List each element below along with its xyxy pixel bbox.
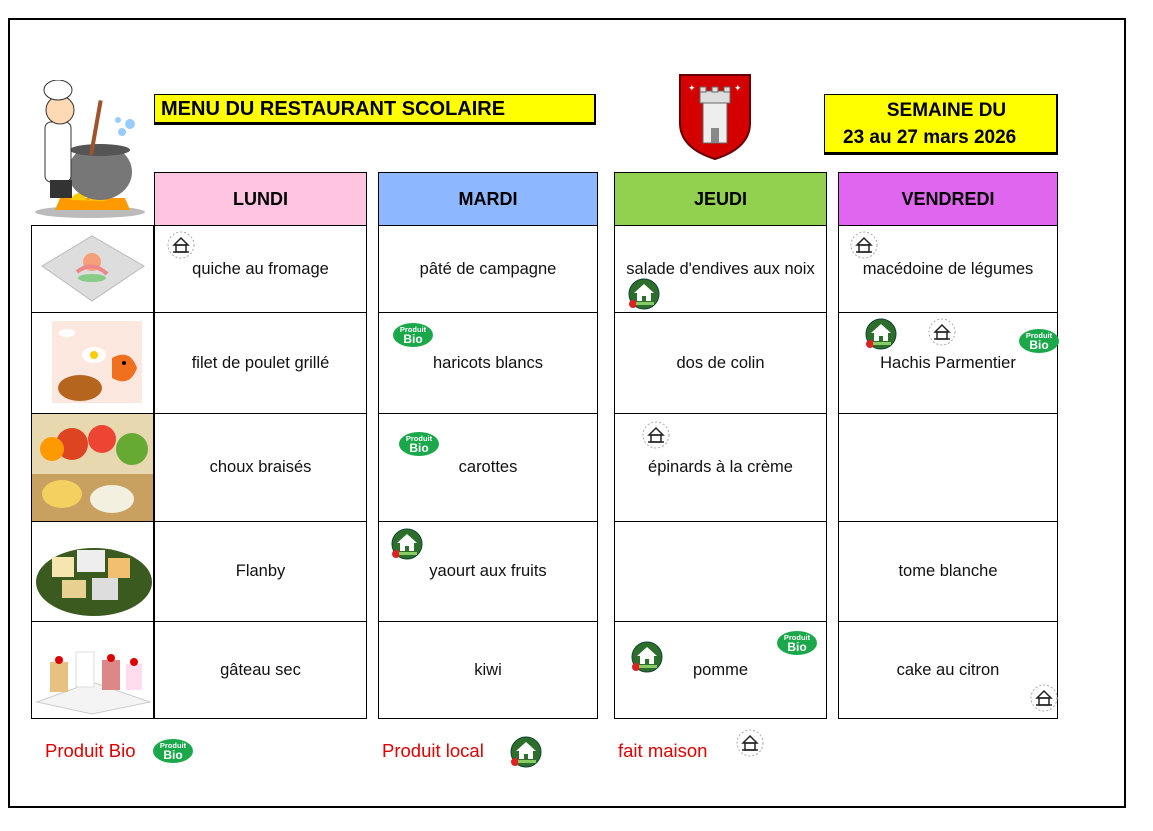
menu-cell-plat-jeudi xyxy=(614,312,827,414)
local-product-icon xyxy=(627,278,661,310)
day-header-jeudi: JEUDI xyxy=(614,172,827,226)
organic-badge-icon xyxy=(1018,328,1060,354)
menu-cell-dessert-mardi xyxy=(378,621,598,719)
svg-text:Produit: Produit xyxy=(159,741,187,750)
main-course-picture xyxy=(31,312,154,414)
dish-name: quiche au fromage xyxy=(192,259,329,278)
menu-cell-entree-mardi xyxy=(378,225,598,313)
cheese-picture xyxy=(31,521,154,622)
town-coat-of-arms xyxy=(678,73,752,161)
local-product-icon xyxy=(864,318,898,350)
week-box xyxy=(824,94,1058,155)
dish-name: kiwi xyxy=(474,660,502,679)
entree-picture xyxy=(31,225,154,313)
dish-name: cake au citron xyxy=(896,660,1000,679)
svg-text:Produit: Produit xyxy=(783,633,811,642)
dish-name: Flanby xyxy=(235,562,286,580)
legend-homemade-label: fait maison xyxy=(618,740,708,761)
menu-cell-dessert-vendredi xyxy=(838,621,1058,719)
menu-cell-accompagnement-mardi xyxy=(378,413,598,522)
dish-name: dos de colin xyxy=(676,353,765,372)
chef-cooking-illustration xyxy=(30,80,148,220)
organic-badge-icon xyxy=(152,738,194,764)
dish-name: tome blanche xyxy=(898,562,998,580)
svg-text:Bio: Bio xyxy=(1029,338,1049,352)
menu-cell-laitage-jeudi xyxy=(614,521,827,622)
legend-bio-label: Produit Bio xyxy=(45,740,136,761)
svg-text:Bio: Bio xyxy=(403,332,423,346)
homemade-icon xyxy=(167,231,195,259)
dish-name: macédoine de légumes xyxy=(862,259,1034,278)
menu-cell-accompagnement-lundi xyxy=(154,413,367,522)
day-header-lundi: LUNDI xyxy=(154,172,367,226)
dish-name: haricots blancs xyxy=(432,353,544,372)
homemade-icon xyxy=(642,421,670,449)
local-product-icon xyxy=(509,736,543,768)
homemade-icon xyxy=(928,318,956,346)
vegetables-picture xyxy=(31,413,154,522)
week-label: SEMAINE DU xyxy=(886,100,1007,121)
dish-name: carottes xyxy=(458,458,518,476)
dish-name: épinards à la crème xyxy=(648,458,793,476)
dish-name: pomme xyxy=(692,660,749,679)
week-dates: 23 au 27 mars 2026 xyxy=(843,127,1017,148)
svg-text:Produit: Produit xyxy=(405,434,433,443)
dish-name: pâté de campagne xyxy=(419,259,557,278)
local-product-icon xyxy=(390,528,424,560)
day-header-vendredi: VENDREDI xyxy=(838,172,1058,226)
svg-text:✦: ✦ xyxy=(734,83,742,93)
dish-name: salade d'endives aux noix xyxy=(626,259,815,278)
svg-text:Bio: Bio xyxy=(163,748,183,762)
dish-name: gâteau sec xyxy=(220,660,301,679)
organic-badge-icon xyxy=(392,322,434,348)
homemade-icon xyxy=(1030,684,1058,712)
menu-cell-laitage-vendredi xyxy=(838,521,1058,622)
day-header-mardi: MARDI xyxy=(378,172,598,226)
dish-name: choux braisés xyxy=(209,458,312,476)
dish-name: filet de poulet grillé xyxy=(191,353,330,372)
svg-text:✦: ✦ xyxy=(688,83,696,93)
menu-cell-laitage-lundi xyxy=(154,521,367,622)
dessert-picture xyxy=(31,621,154,719)
svg-text:Bio: Bio xyxy=(409,441,429,455)
homemade-icon xyxy=(850,231,878,259)
local-product-icon xyxy=(630,641,664,673)
svg-text:Bio: Bio xyxy=(787,640,807,654)
homemade-icon xyxy=(736,729,764,757)
organic-badge-icon xyxy=(398,431,440,457)
menu-title: MENU DU RESTAURANT SCOLAIRE xyxy=(154,94,596,125)
svg-text:Produit: Produit xyxy=(399,325,427,334)
column-separator xyxy=(597,172,615,719)
menu-cell-accompagnement-vendredi xyxy=(838,413,1058,522)
organic-badge-icon xyxy=(776,630,818,656)
legend-local-label: Produit local xyxy=(382,740,484,761)
menu-cell-plat-lundi xyxy=(154,312,367,414)
dish-name: yaourt aux fruits xyxy=(429,562,547,580)
svg-text:Produit: Produit xyxy=(1025,331,1053,340)
menu-cell-dessert-lundi xyxy=(154,621,367,719)
dish-name: Hachis Parmentier xyxy=(880,353,1016,372)
